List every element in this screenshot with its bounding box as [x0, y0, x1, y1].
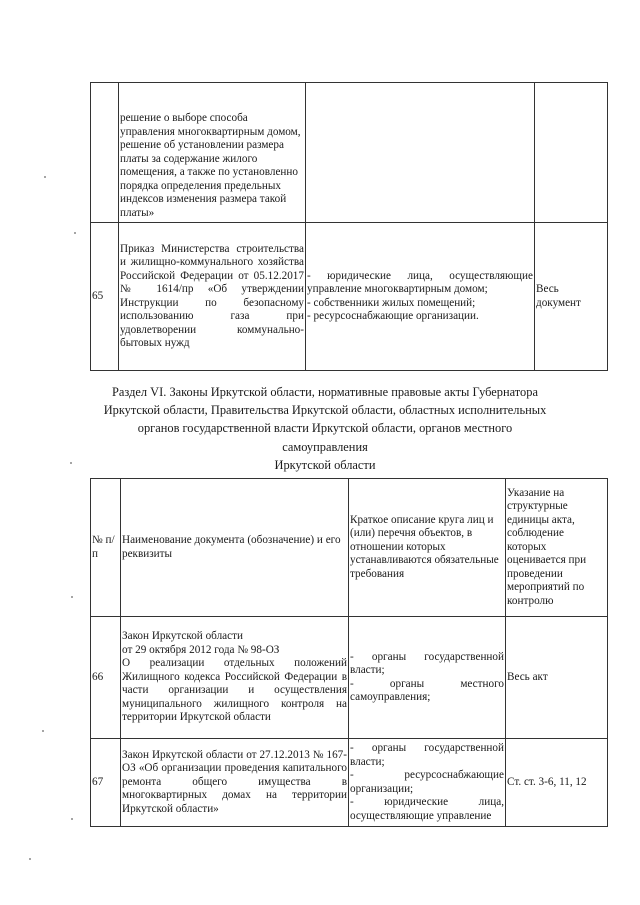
subject-item: - юридические лица, осуществляющие управление многоквартирным домом; [307, 269, 533, 295]
scope-cell [535, 83, 608, 223]
table-row [91, 83, 608, 223]
section-heading-line: органов государственной власти Иркутской области, органов местного самоуправления [137, 421, 513, 454]
section-heading-line: Иркутской области, Правительства Иркутской области, областных исполнительных [103, 403, 547, 418]
header-num: № п/п [91, 479, 121, 617]
scan-speck [29, 858, 31, 860]
subject-item: - ресурсоснабжающие организации; [350, 769, 504, 795]
section-heading-line: Иркутской области [274, 457, 376, 472]
scan-speck [70, 462, 72, 464]
scan-speck [71, 818, 73, 820]
subject-item: - органы местного самоуправления; [350, 677, 504, 703]
header-scope: Указание на структурные единицы акта, соблюдение которых оценивается при проведении мероприятий по контролю [506, 479, 608, 617]
subject-item: - собственники жилых помещений; [307, 296, 476, 309]
scan-speck [71, 596, 73, 598]
table-row [91, 739, 608, 827]
document-line: О реализации отдельных положений Жилищного кодекса Российской Федерации в части организации и осуществления муниципального жилищного контроля на территории Иркутской области [122, 657, 347, 724]
scope-cell: Весь документ [535, 223, 608, 371]
document-line: от 29 октября 2012 года № 98-ОЗ [122, 643, 280, 656]
document-cell [119, 83, 306, 223]
document-cell: Приказ Министерства строительства и жилищно-коммунального хозяйства Российской Федерации от 05.12.2017 № 1614/пр «Об утверждении Инструкции по безопасному использованию газа при удовлетворении коммунально-бытовых нужд [119, 223, 306, 371]
header-doc: Наименование документа (обозначение) и его реквизиты [121, 479, 349, 617]
scan-speck [42, 730, 44, 732]
table-row [91, 617, 608, 739]
table-header-row [91, 479, 608, 617]
section-heading [100, 383, 550, 474]
row-number-cell: 66 [91, 617, 121, 739]
row-number-cell: 65 [91, 223, 119, 371]
document-cell: Закон Иркутской области от 27.12.2013 № 167-ОЗ «Об организации проведения капитального ремонта общего имущества в многоквартирных домах на территории Иркутской области» [121, 739, 349, 827]
subject-item: - органы государственной власти; [350, 650, 504, 676]
subject-item: - юридические лица, осуществляющие управление [350, 796, 504, 822]
scope-cell: Весь акт [506, 617, 608, 739]
scan-speck [74, 232, 76, 234]
requirements-table-bottom [90, 478, 608, 827]
subjects-cell [306, 83, 535, 223]
document-text: решение о выборе способа управления многоквартирным домом, решение об установлении размера платы за содержание жилого помещения, а также по установленно порядка определения предельных индексов изменения размера такой платы» [120, 112, 301, 219]
subjects-cell [306, 223, 535, 371]
row-number-cell [91, 83, 119, 223]
table-row [91, 223, 608, 371]
subjects-cell [349, 739, 506, 827]
requirements-table-top [90, 82, 608, 371]
subject-item: - ресурсоснабжающие организации. [307, 310, 479, 322]
document-cell [121, 617, 349, 739]
document-line: Закон Иркутской области [122, 630, 243, 643]
subject-item: - органы государственной власти; [350, 742, 504, 768]
section-heading-line: Раздел VI. Законы Иркутской области, нормативные правовые акты Губернатора [112, 385, 538, 399]
scope-cell: Ст. ст. 3-6, 11, 12 [506, 739, 608, 827]
subjects-cell [349, 617, 506, 739]
row-number-cell: 67 [91, 739, 121, 827]
scan-speck [44, 176, 46, 178]
header-subjects: Краткое описание круга лиц и (или) перечня объектов, в отношении которых устанавливаются обязательные требования [349, 479, 506, 617]
